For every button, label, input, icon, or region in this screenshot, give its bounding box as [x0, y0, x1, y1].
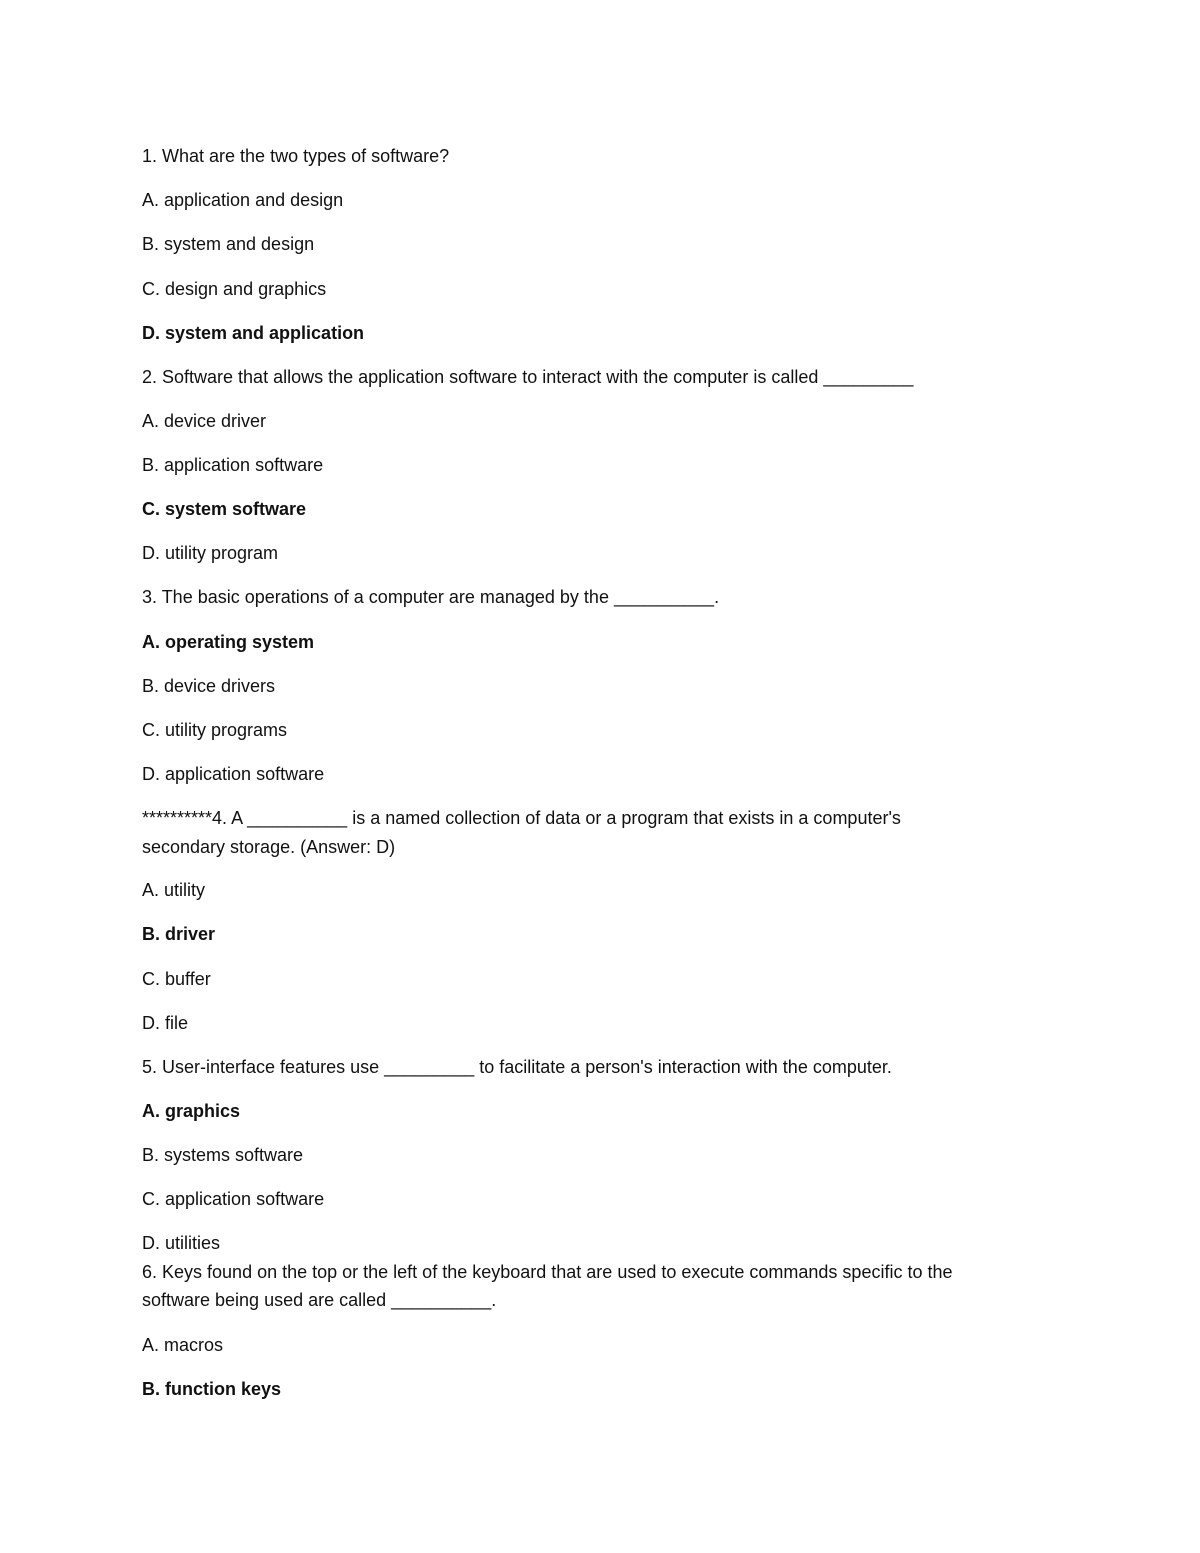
- question-1-option-a: A. application and design: [142, 190, 344, 210]
- question-3-option-d: D. application software: [142, 764, 325, 784]
- question-6-text-line-2: software being used are called __________.: [142, 1290, 497, 1310]
- question-4-text-line-1: **********4. A __________ is a named collection of data or a program that exists in a computer's: [142, 808, 901, 828]
- question-2-option-c: C. system software: [142, 499, 307, 519]
- question-2-text: 2. Software that allows the application software to interact with the computer is called _________: [142, 367, 914, 387]
- question-4-option-b: B. driver: [142, 924, 216, 944]
- question-3-option-c: C. utility programs: [142, 720, 288, 740]
- question-3-option-b: B. device drivers: [142, 676, 276, 696]
- question-4-option-d: D. file: [142, 1013, 189, 1033]
- question-6-option-b: B. function keys: [142, 1379, 282, 1399]
- question-5-option-d: D. utilities: [142, 1233, 221, 1253]
- question-1-option-b: B. system and design: [142, 234, 315, 254]
- question-5-text: 5. User-interface features use _________ to facilitate a person's interaction with the computer.: [142, 1057, 892, 1077]
- question-6-option-a: A. macros: [142, 1335, 224, 1355]
- question-3-text: 3. The basic operations of a computer are managed by the __________.: [142, 587, 720, 607]
- question-2-option-d: D. utility program: [142, 543, 279, 563]
- question-4-option-a: A. utility: [142, 880, 206, 900]
- question-6-text-line-1: 6. Keys found on the top or the left of the keyboard that are used to execute commands specific to the: [142, 1262, 953, 1282]
- question-2-option-b: B. application software: [142, 455, 324, 475]
- question-5-option-b: B. systems software: [142, 1145, 304, 1165]
- question-5-option-a: A. graphics: [142, 1101, 241, 1121]
- question-5-option-c: C. application software: [142, 1189, 325, 1209]
- question-4-text-line-2: secondary storage. (Answer: D): [142, 837, 396, 857]
- question-1-option-c: C. design and graphics: [142, 279, 327, 299]
- question-3-option-a: A. operating system: [142, 632, 315, 652]
- question-2-option-a: A. device driver: [142, 411, 267, 431]
- question-1-option-d: D. system and application: [142, 323, 365, 343]
- question-4-option-c: C. buffer: [142, 969, 211, 989]
- question-1-text: 1. What are the two types of software?: [142, 146, 450, 166]
